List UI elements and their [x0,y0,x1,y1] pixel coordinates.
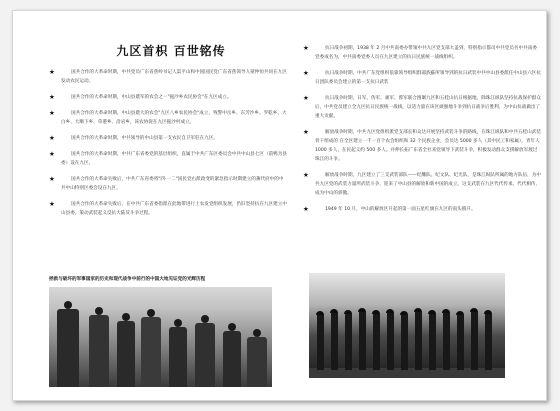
left-list-item [49,109,293,127]
right-list-item [303,171,547,198]
star-bullet-icon: ★ [49,93,55,101]
left-item-text: 国共合作的大革命时期，中共广东省委党的基层组织，直属于中共广东区委员会中共中山县七区（前鸭为县委）设在九区。 [61,152,287,166]
document-title: 九区首枳 百世铭传 [116,44,226,58]
right-list-item [303,69,547,87]
left-column [49,11,293,225]
right-item-text: 解放战争时期，中共九区党组织派党支部长和众达开展坚持武装斗争的路线，在珠江纵队和中共五桂山武装骨干组成的 在全区建立一千一百个农会组织和 32 个民族企业，会员达 5000 多人（其中民工和家属），青年人 1000 多人，在民起义约 500 多人。并伸长拓广东省全社来党领导下武装斗争，积极发动群众支援解放军渡过珠江的斗争。 [315,130,541,162]
left-list-item [49,93,293,102]
left-item-list [49,68,293,218]
star-bullet-icon: ★ [303,44,309,52]
left-list-item [49,200,293,218]
right-item-text: 抗日战争时期，中共广东党组织依靠领导组织群部族蘇所领导到的抗日武装中共中山县委派任中山县六区抗日团队委员会建立的第一支抗日武装 [315,71,541,85]
star-bullet-icon: ★ [303,128,309,136]
left-list-item [49,68,293,86]
right-list-item [303,205,547,214]
parade-photo [309,273,505,378]
left-item-text: 国共合作的大革命时期，中山县農大的农会"九区八乡农民协会"成立，残警中岳乡、东芳沙乡、罗乾乡、大白乡、大顺下乡、草港乡、沿岩乡，该农协促在九区拖沙村成立。 [61,111,287,125]
right-column [303,11,547,221]
document-page [12,10,547,401]
right-item-text: 抗日战争时期，日军、伪军、顽军、蓉军联合围剿九区和五桂山抗日根据地，除珠江纵队坚持抗战保护群众后，中共党员建立全九区抗日民族统一战线，以适力量在该区顽强地斗争到抗日战争后胜利，为中山抗战做出了重大贡献。 [315,96,541,119]
militia-group-photo [49,287,272,387]
left-item-text: 国共合作的大革命时期，中共领导的中山县第一支农民自卫军驻在九区。 [71,136,219,141]
left-photo-caption: 拯救与破坏的军事国家的历史和现代战争中前行的中国大地见证党的光辉历程 [49,277,206,282]
star-bullet-icon: ★ [49,175,55,183]
star-bullet-icon: ★ [49,150,55,158]
star-bullet-icon: ★ [303,171,309,179]
star-bullet-icon: ★ [303,94,309,102]
star-bullet-icon: ★ [49,68,55,76]
right-list-item [303,44,547,62]
star-bullet-icon: ★ [303,205,309,213]
left-item-text: 国共合作的大革命时期，中共党员广东省蕉岭书记人渠平山和中国国民党广东省蕉领导人蒙仲恒共同在九区发动农民运动。 [61,70,287,84]
star-bullet-icon: ★ [49,200,55,208]
right-list-item [303,128,547,164]
right-item-text: 解放战争时期，九区建立了三支武装部队——纪雕队、纪文队、纪光队，是珠江纵队所属的地方队伍，为中共九区党的武装力量所武装斗争，迎来了中山县的解放和新中国的成立，这支武装在九区代代传承，代代相传，成为中山的骄傲。 [315,173,541,196]
left-list-item [49,150,293,168]
star-bullet-icon: ★ [49,109,55,117]
right-item-list [303,44,547,214]
left-item-text: 国共合作的大革命失败后，在中共广东省委指派在此地带进行土农发党组织发展，仍旧坚持抗在九区建立中山县委。策动武装起义反抗大陆反斗争过程。 [61,202,287,216]
right-list-item [303,94,547,121]
left-item-text: 国共合作的大革命时期，中山县農军的农会之一"拖沙乡农民协会"在九区成立。 [71,95,232,100]
left-list-item [49,134,293,143]
left-item-text: 国共合作的大革命失败后，中共广东省委将"四·一二"国民党右派政变的紧急指示时期建立的蕃代府中的中共中山特别区委会设在九区。 [61,177,284,191]
right-item-text: 1949 年 10 月，中山的解放区升起的第一面五星红旗在九区的南头镇升。 [325,207,476,212]
right-item-text: 抗日战争初期，1938 年 2 月中共南委办带领中共九区党支部大盖到，特别指示都司中共党员名中共南委党委成名为，中共南委党委人员在九区建立的抗日民族统一战线组织。 [315,46,537,60]
star-bullet-icon: ★ [49,134,55,142]
star-bullet-icon: ★ [303,69,309,77]
left-list-item [49,175,293,193]
